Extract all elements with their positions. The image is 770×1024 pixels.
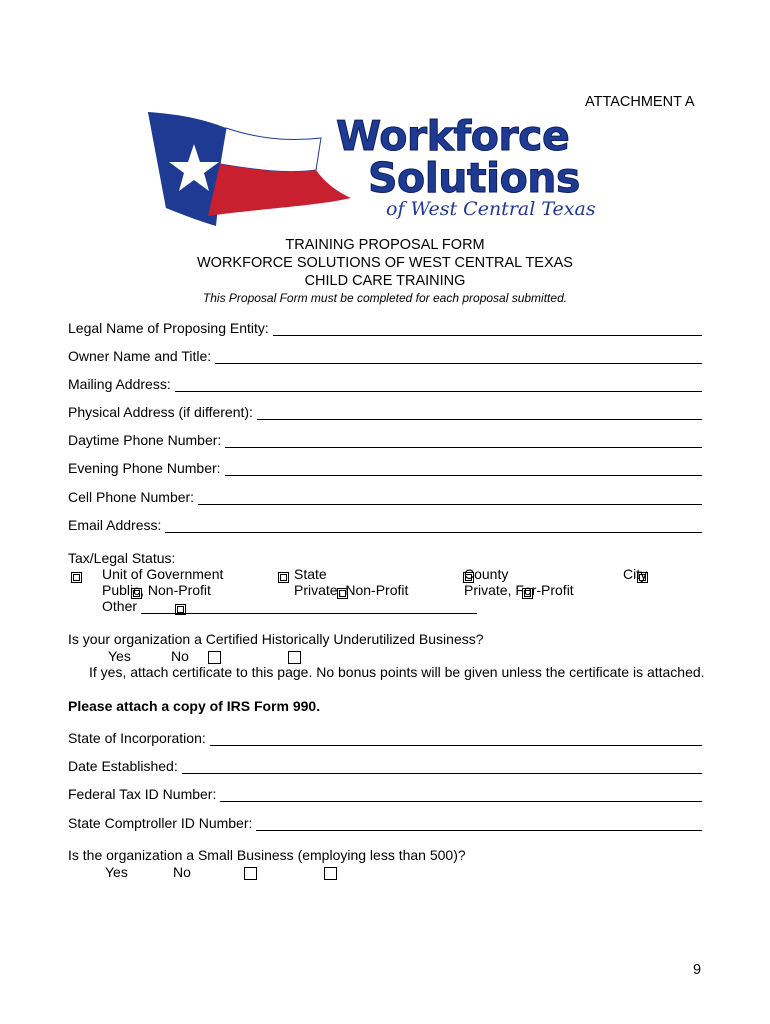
cell-phone-field[interactable]	[68, 489, 702, 505]
field-label: State Comptroller ID Number:	[68, 815, 253, 831]
page-number: 9	[693, 962, 702, 978]
private-forprofit-label: Private, For-Profit	[464, 582, 574, 598]
field-line[interactable]	[215, 350, 702, 364]
unit-gov-checkbox[interactable]	[71, 572, 82, 583]
field-line[interactable]	[256, 817, 702, 831]
field-label: Email Address:	[68, 517, 162, 533]
state-label: State	[294, 566, 327, 582]
program-title: CHILD CARE TRAINING	[304, 273, 466, 289]
legal-name-field[interactable]	[68, 320, 702, 336]
logo-subtitle: of West Central Texas	[386, 198, 596, 220]
hub-question: Is your organization a Certified Historically Underutilized Business?	[68, 631, 484, 647]
field-line[interactable]	[225, 462, 702, 476]
org-title: WORKFORCE SOLUTIONS OF WEST CENTRAL TEXAS	[197, 255, 573, 271]
workforce-solutions-logo	[146, 108, 626, 226]
city-label: City	[623, 566, 648, 582]
field-label: State of Incorporation:	[68, 730, 206, 746]
field-line[interactable]	[220, 788, 702, 802]
field-line[interactable]	[225, 434, 702, 448]
other-option	[102, 598, 477, 614]
hub-no-checkbox[interactable]	[288, 651, 301, 664]
field-label: Evening Phone Number:	[68, 460, 221, 476]
field-label: Daytime Phone Number:	[68, 432, 222, 448]
field-line[interactable]	[182, 760, 702, 774]
owner-name-field[interactable]	[68, 348, 702, 364]
hub-yes-label: Yes	[108, 648, 131, 664]
attachment-label: ATTACHMENT A	[585, 94, 695, 110]
field-line[interactable]	[257, 406, 702, 420]
federal-tax-id-field[interactable]	[68, 786, 702, 802]
public-nonprofit-label: Public, Non-Profit	[102, 582, 211, 598]
field-line[interactable]	[165, 519, 702, 533]
field-label: Mailing Address:	[68, 376, 171, 392]
other-label: Other	[102, 598, 138, 614]
private-nonprofit-label: Private, Non-Profit	[294, 582, 409, 598]
state-incorporation-field[interactable]	[68, 730, 702, 746]
county-label: County	[464, 566, 509, 582]
field-label: Owner Name and Title:	[68, 348, 212, 364]
state-checkbox[interactable]	[278, 572, 289, 583]
field-label: Cell Phone Number:	[68, 489, 195, 505]
small-business-yes-label: Yes	[105, 864, 128, 880]
field-label: Physical Address (if different):	[68, 404, 253, 420]
field-line[interactable]	[175, 378, 702, 392]
form-note: This Proposal Form must be completed for each proposal submitted.	[202, 291, 568, 305]
small-business-question: Is the organization a Small Business (employing less than 500)?	[68, 847, 466, 863]
field-line[interactable]	[273, 322, 702, 336]
unit-gov-label: Unit of Government	[102, 566, 224, 582]
field-label: Federal Tax ID Number:	[68, 786, 217, 802]
small-business-no-checkbox[interactable]	[324, 867, 337, 880]
email-field[interactable]	[68, 517, 702, 533]
daytime-phone-field[interactable]	[68, 432, 702, 448]
hub-note: If yes, attach certificate to this page. No bonus points will be given unless the certificate is attached.	[89, 664, 705, 680]
form-title: TRAINING PROPOSAL FORM	[285, 237, 485, 253]
small-business-no-label: No	[173, 864, 191, 880]
irs-notice: Please attach a copy of IRS Form 990.	[68, 698, 321, 714]
tax-status-label: Tax/Legal Status:	[68, 550, 176, 566]
field-line[interactable]	[210, 732, 702, 746]
logo-word-workforce: Workforce	[336, 112, 570, 160]
small-business-yes-checkbox[interactable]	[244, 867, 257, 880]
hub-yes-checkbox[interactable]	[208, 651, 221, 664]
state-comptroller-id-field[interactable]	[68, 815, 702, 831]
mailing-address-field[interactable]	[68, 376, 702, 392]
field-label: Legal Name of Proposing Entity:	[68, 320, 269, 336]
evening-phone-field[interactable]	[68, 460, 702, 476]
field-label: Date Established:	[68, 758, 178, 774]
logo-word-solutions: Solutions	[368, 154, 580, 202]
physical-address-field[interactable]	[68, 404, 702, 420]
other-line[interactable]	[141, 601, 477, 614]
hub-no-label: No	[171, 648, 189, 664]
field-line[interactable]	[198, 491, 702, 505]
date-established-field[interactable]	[68, 758, 702, 774]
